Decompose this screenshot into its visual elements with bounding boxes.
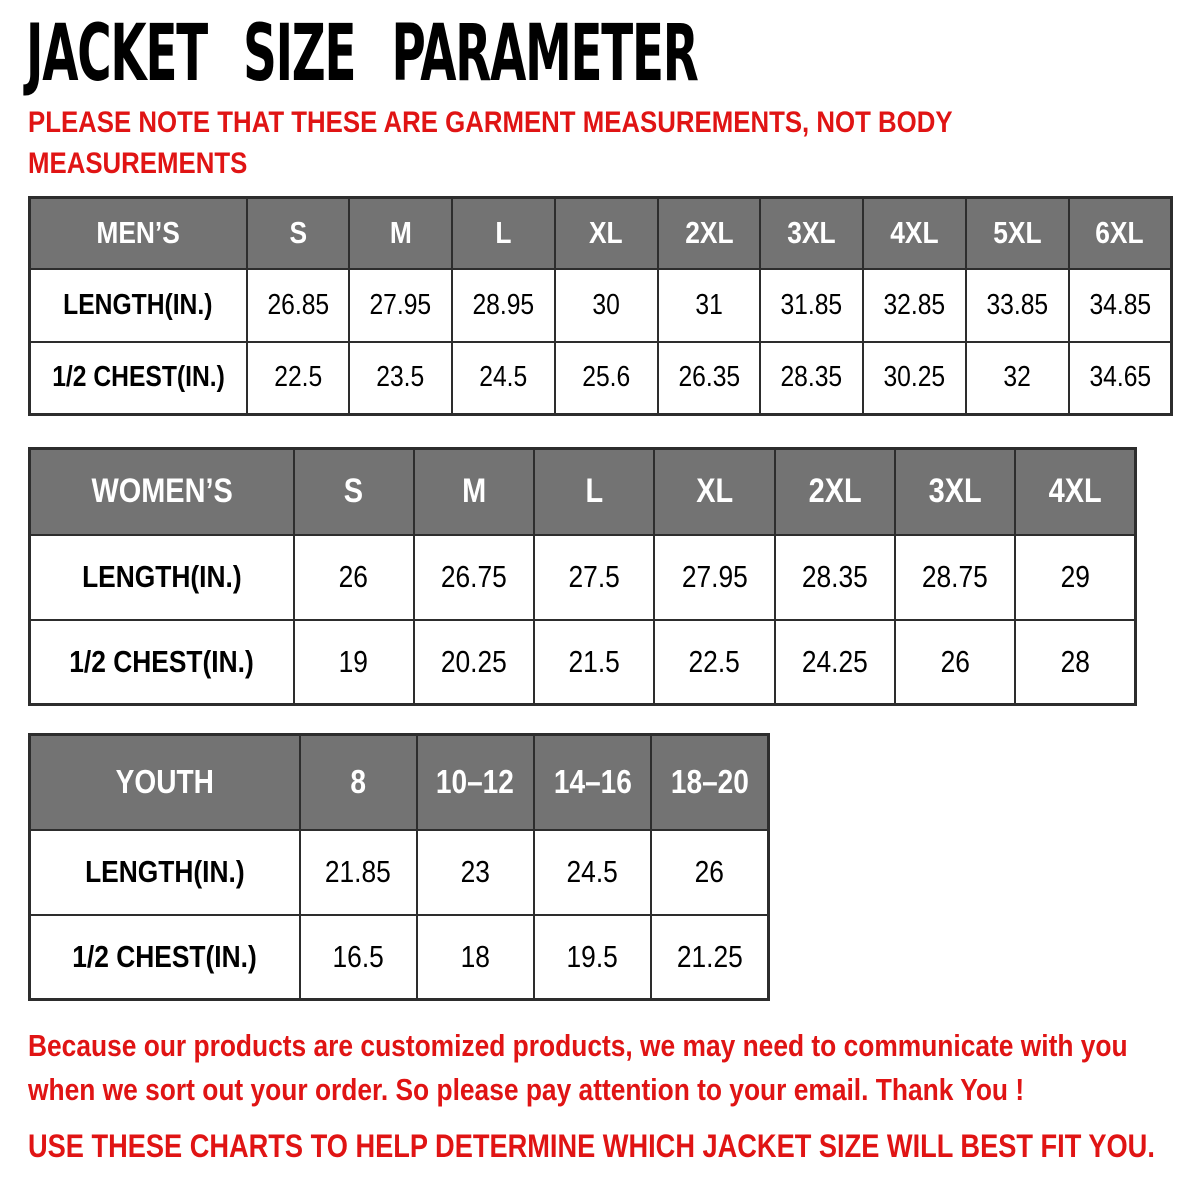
youth-row-label-text: LENGTH(IN.) <box>84 854 245 889</box>
womens-size-header <box>1015 449 1135 535</box>
mens-data-row <box>30 269 1172 342</box>
mens-value-cell-text: 32 <box>1003 361 1031 394</box>
youth-table-label <box>30 735 300 830</box>
womens-value-cell-text: 21.5 <box>568 643 620 679</box>
mens-size-header <box>760 198 863 269</box>
mens-size-header <box>1069 198 1172 269</box>
note-line-1: PLEASE NOTE THAT THESE ARE GARMENT MEASUREMENTS, NOT BODY <box>28 106 953 139</box>
mens-value-cell <box>658 269 761 342</box>
womens-value-cell-text: 26 <box>940 643 970 679</box>
womens-value-cell <box>294 620 414 705</box>
womens-value-cell <box>654 535 774 620</box>
mens-row-label-text: LENGTH(IN.) <box>63 288 213 321</box>
womens-value-cell-text: 28.35 <box>801 559 868 594</box>
mens-value-cell <box>966 269 1069 342</box>
chart-usage-note: USE THESE CHARTS TO HELP DETERMINE WHICH JACKET SIZE WILL BEST FIT YOU. <box>28 1128 1155 1164</box>
youth-value-cell-text: 16.5 <box>332 938 384 974</box>
mens-value-cell <box>349 269 452 342</box>
womens-row-label-text: 1/2 CHEST(IN.) <box>69 643 254 679</box>
womens-size-header <box>654 449 774 535</box>
youth-value-cell-text: 23 <box>460 854 491 889</box>
womens-size-header-text: M <box>461 472 486 511</box>
youth-size-table <box>28 733 770 1001</box>
womens-size-header-text: 3XL <box>928 472 982 511</box>
womens-value-cell <box>775 620 895 705</box>
mens-size-table <box>28 196 1173 416</box>
womens-size-header <box>294 449 414 535</box>
womens-size-header <box>414 449 534 535</box>
youth-size-header <box>417 735 534 830</box>
mens-value-cell <box>760 342 863 415</box>
womens-value-cell <box>534 620 654 705</box>
mens-size-header-text: XL <box>589 215 624 251</box>
womens-row-label <box>30 620 294 705</box>
womens-table-label <box>30 449 294 535</box>
youth-size-header-text: 10–12 <box>436 763 515 801</box>
womens-value-cell-text: 27.5 <box>568 559 620 594</box>
womens-row-label <box>30 535 294 620</box>
mens-value-cell <box>247 269 350 342</box>
womens-value-cell-text: 26 <box>338 559 369 594</box>
mens-size-header-text: S <box>289 215 307 251</box>
youth-header-row <box>30 735 769 830</box>
mens-value-cell-text: 33.85 <box>986 288 1049 321</box>
mens-value-cell-text: 24.5 <box>479 361 528 394</box>
womens-value-cell-text: 19 <box>338 643 369 679</box>
mens-value-cell-text: 28.95 <box>472 288 535 321</box>
womens-size-header <box>775 449 895 535</box>
mens-value-cell <box>658 342 761 415</box>
mens-value-cell <box>1069 269 1172 342</box>
youth-row-label-text: 1/2 CHEST(IN.) <box>72 938 257 974</box>
mens-size-header <box>658 198 761 269</box>
womens-size-header <box>534 449 654 535</box>
womens-value-cell <box>775 535 895 620</box>
youth-data-row <box>30 915 769 1000</box>
customization-notice-line-2: when we sort out your order. So please pay attention to your email. Thank You ! <box>28 1072 1025 1108</box>
mens-value-cell-text: 25.6 <box>582 361 631 394</box>
mens-value-cell-text: 30 <box>592 288 620 321</box>
mens-data-row <box>30 342 1172 415</box>
youth-size-header-text: 18–20 <box>670 763 749 801</box>
womens-size-header-text: S <box>343 472 364 511</box>
mens-table-label <box>30 198 247 269</box>
womens-value-cell-text: 28.75 <box>922 559 989 594</box>
youth-row-label <box>30 830 300 915</box>
womens-value-cell <box>895 535 1015 620</box>
womens-size-header-text: XL <box>696 472 733 511</box>
womens-value-cell-text: 24.25 <box>801 643 868 679</box>
womens-size-table <box>28 447 1137 706</box>
customization-notice-line-1: Because our products are customized products, we may need to communicate with you <box>28 1028 1128 1063</box>
mens-value-cell <box>863 269 966 342</box>
womens-value-cell <box>294 535 414 620</box>
mens-row-label-text: 1/2 CHEST(IN.) <box>51 361 225 394</box>
mens-size-header <box>452 198 555 269</box>
mens-table-label-text: MEN’S <box>96 215 180 251</box>
womens-value-cell-text: 29 <box>1060 559 1090 594</box>
mens-value-cell <box>1069 342 1172 415</box>
womens-value-cell-text: 27.95 <box>681 559 748 594</box>
mens-size-header-text: 3XL <box>787 215 836 251</box>
youth-value-cell-text: 21.85 <box>325 854 392 889</box>
mens-value-cell-text: 32.85 <box>883 288 946 321</box>
womens-value-cell <box>414 620 534 705</box>
mens-size-header <box>555 198 658 269</box>
mens-size-header-text: 4XL <box>890 215 939 251</box>
womens-value-cell <box>414 535 534 620</box>
youth-size-header-text: 8 <box>350 763 366 801</box>
youth-size-header <box>300 735 417 830</box>
womens-value-cell <box>1015 535 1135 620</box>
mens-value-cell <box>349 342 452 415</box>
mens-value-cell-text: 28.35 <box>780 361 843 394</box>
youth-size-header <box>534 735 651 830</box>
womens-data-row <box>30 535 1136 620</box>
womens-size-header-text: L <box>585 472 604 511</box>
mens-header-row <box>30 198 1172 269</box>
mens-row-label <box>30 269 247 342</box>
mens-value-cell <box>555 342 658 415</box>
mens-size-header <box>349 198 452 269</box>
youth-row-label <box>30 915 300 1000</box>
mens-value-cell-text: 27.95 <box>369 288 432 321</box>
youth-value-cell <box>417 915 534 1000</box>
mens-size-header-text: 6XL <box>1095 215 1144 251</box>
womens-value-cell-text: 26.75 <box>440 559 507 594</box>
mens-value-cell <box>555 269 658 342</box>
note-line-2: MEASUREMENTS <box>28 146 248 180</box>
customization-notice <box>28 1024 1128 1112</box>
mens-size-header <box>863 198 966 269</box>
mens-size-header <box>966 198 1069 269</box>
mens-value-cell <box>452 342 555 415</box>
mens-size-header-text: 5XL <box>993 215 1042 251</box>
mens-value-cell-text: 26.85 <box>267 288 329 321</box>
mens-size-header-text: M <box>389 215 412 251</box>
womens-value-cell-text: 22.5 <box>688 643 741 679</box>
womens-table-label-text: WOMEN’S <box>91 472 233 511</box>
youth-value-cell <box>300 915 417 1000</box>
youth-value-cell-text: 24.5 <box>566 854 619 889</box>
garment-measurement-note <box>28 103 953 184</box>
womens-value-cell <box>654 620 774 705</box>
womens-value-cell <box>895 620 1015 705</box>
womens-value-cell-text: 20.25 <box>440 643 507 679</box>
mens-value-cell <box>760 269 863 342</box>
womens-data-row <box>30 620 1136 705</box>
womens-value-cell <box>1015 620 1135 705</box>
page-title: JACKET SIZE PARAMETER <box>26 9 698 99</box>
youth-value-cell-text: 18 <box>460 938 491 974</box>
mens-value-cell <box>966 342 1069 415</box>
mens-value-cell-text: 34.65 <box>1088 361 1151 394</box>
youth-size-header-text: 14–16 <box>553 763 632 801</box>
youth-value-cell <box>300 830 417 915</box>
mens-value-cell <box>452 269 555 342</box>
mens-value-cell-text: 26.35 <box>678 361 740 394</box>
youth-value-cell-text: 26 <box>694 854 725 889</box>
youth-size-header <box>651 735 768 830</box>
mens-value-cell-text: 30.25 <box>883 361 946 394</box>
mens-value-cell-text: 31.85 <box>780 288 843 321</box>
mens-value-cell-text: 22.5 <box>273 361 322 394</box>
youth-value-cell <box>651 830 768 915</box>
womens-size-header-text: 2XL <box>808 472 862 511</box>
mens-size-header-text: L <box>495 215 512 251</box>
youth-data-row <box>30 830 769 915</box>
mens-value-cell <box>863 342 966 415</box>
mens-value-cell-text: 34.85 <box>1088 288 1151 321</box>
womens-size-header-text: 4XL <box>1048 472 1102 511</box>
womens-row-label-text: LENGTH(IN.) <box>81 559 242 594</box>
youth-value-cell-text: 19.5 <box>566 938 619 974</box>
youth-value-cell <box>534 915 651 1000</box>
mens-row-label <box>30 342 247 415</box>
mens-size-header <box>247 198 350 269</box>
mens-size-header-text: 2XL <box>684 215 734 251</box>
youth-value-cell <box>417 830 534 915</box>
youth-value-cell-text: 21.25 <box>676 938 743 974</box>
womens-size-header <box>895 449 1015 535</box>
mens-value-cell-text: 31 <box>695 288 723 321</box>
womens-value-cell <box>534 535 654 620</box>
mens-value-cell <box>247 342 350 415</box>
youth-value-cell <box>651 915 768 1000</box>
youth-value-cell <box>534 830 651 915</box>
womens-header-row <box>30 449 1136 535</box>
mens-value-cell-text: 23.5 <box>376 361 425 394</box>
womens-value-cell-text: 28 <box>1060 643 1090 679</box>
youth-table-label-text: YOUTH <box>115 763 214 801</box>
